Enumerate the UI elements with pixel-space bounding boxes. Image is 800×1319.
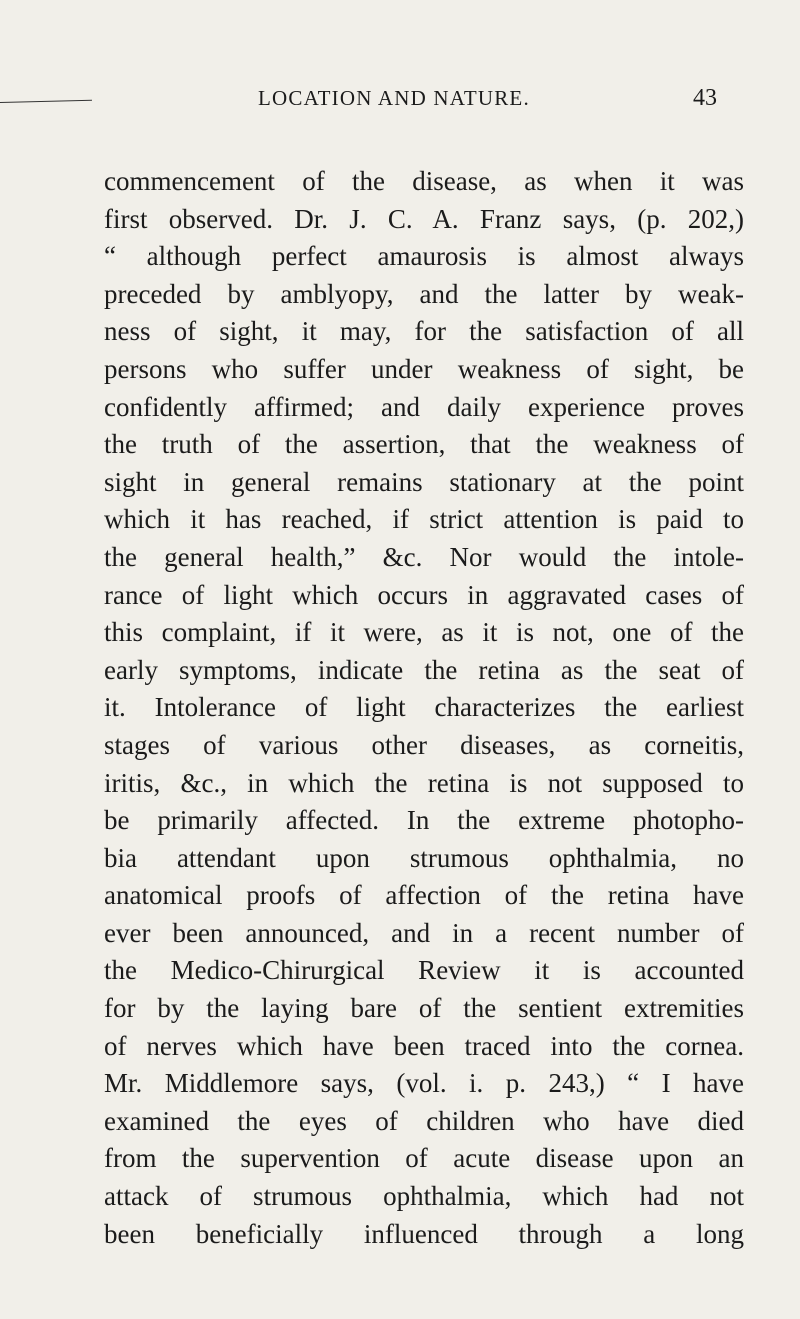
text-line: commencement of the disease, as when it was bbox=[104, 166, 744, 196]
text-line: ever been announced, and in a recent number of bbox=[104, 917, 744, 948]
text-line: of nerves which have been traced into the cornea. bbox=[104, 1030, 744, 1061]
body-text bbox=[104, 163, 744, 1253]
page-number: 43 bbox=[693, 85, 717, 111]
text-line: it. Intolerance of light characterizes the earliest bbox=[104, 692, 744, 723]
text-line: been beneficially influenced through a long bbox=[104, 1218, 744, 1249]
text-line: ness of sight, it may, for the satisfaction of all bbox=[104, 316, 744, 347]
text-line: early symptoms, indicate the retina as the seat of bbox=[104, 654, 744, 685]
text-line: anatomical proofs of affection of the retina have bbox=[104, 880, 744, 911]
text-line: sight in general remains stationary at the point bbox=[104, 466, 744, 497]
text-line: confidently affirmed; and daily experience proves bbox=[104, 391, 744, 422]
text-line: iritis, &c., in which the retina is not supposed to bbox=[104, 767, 744, 798]
header-rule bbox=[0, 100, 92, 103]
text-line: Mr. Middlemore says, (vol. i. p. 243,) “ I have bbox=[104, 1068, 744, 1099]
text-line: the general health,” &c. Nor would the intole- bbox=[104, 541, 744, 572]
text-line: stages of various other diseases, as corneitis, bbox=[104, 729, 744, 760]
text-line: preceded by amblyopy, and the latter by weak- bbox=[104, 278, 744, 309]
text-line: rance of light which occurs in aggravated cases of bbox=[104, 579, 744, 610]
text-line: “ although perfect amaurosis is almost always bbox=[104, 241, 744, 272]
text-line: be primarily affected. In the extreme photopho- bbox=[104, 805, 744, 836]
text-line: for by the laying bare of the sentient extremities bbox=[104, 993, 744, 1024]
text-line: the Medico-Chirurgical Review it is accounted bbox=[104, 955, 744, 986]
text-line: first observed. Dr. J. C. A. Franz says, (p. 202,) bbox=[104, 203, 744, 234]
text-line: attack of strumous ophthalmia, which had not bbox=[104, 1181, 744, 1212]
text-line: the truth of the assertion, that the weakness of bbox=[104, 429, 744, 460]
text-line: which it has reached, if strict attention is paid to bbox=[104, 504, 744, 535]
running-head: LOCATION AND NATURE. bbox=[258, 86, 530, 110]
text-line: persons who suffer under weakness of sight, be bbox=[104, 353, 744, 384]
text-line: from the supervention of acute disease upon an bbox=[104, 1143, 744, 1174]
text-line: examined the eyes of children who have died bbox=[104, 1105, 744, 1136]
text-line: bia attendant upon strumous ophthalmia, no bbox=[104, 842, 744, 873]
text-line: this complaint, if it were, as it is not, one of the bbox=[104, 617, 744, 648]
